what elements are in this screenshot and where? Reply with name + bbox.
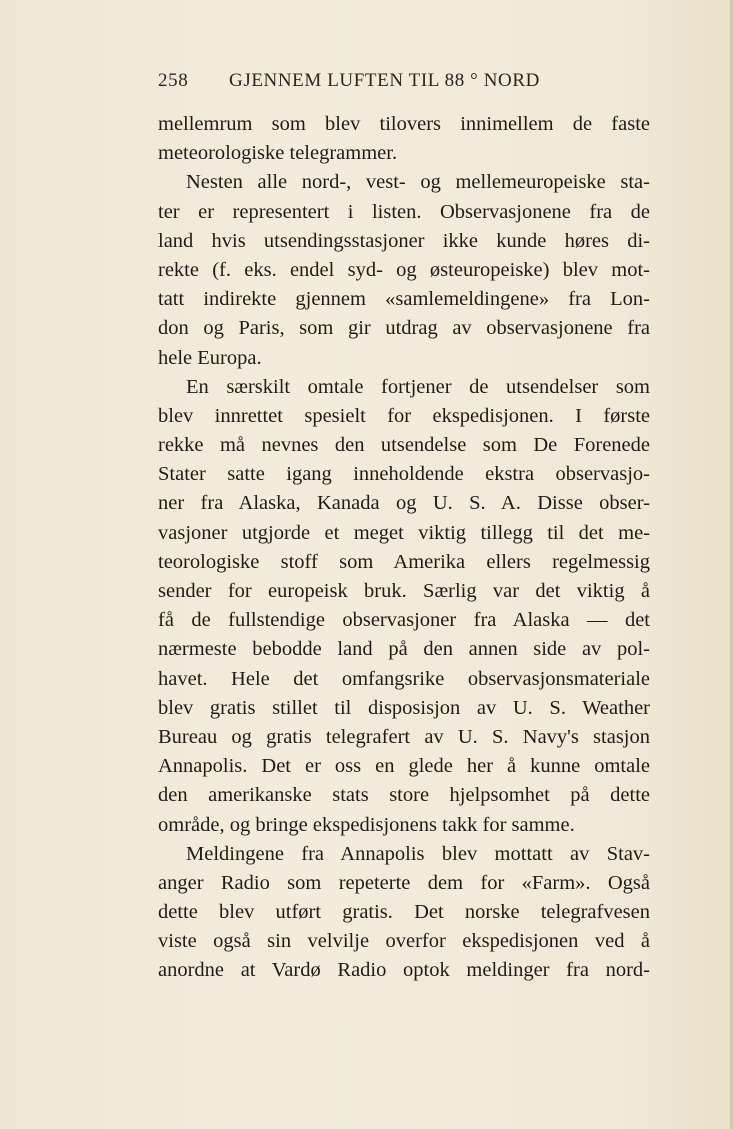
text-line: tatt indirekte gjennem «samlemeldingene» fra Lon- bbox=[158, 288, 650, 311]
text-line: havet. Hele det omfangsrike observasjonsmateriale bbox=[158, 667, 650, 690]
text-line: Stater satte igang inneholdende ekstra observasjo- bbox=[158, 463, 650, 486]
text-line: område, og bringe ekspedisjonens takk for samme. bbox=[158, 813, 575, 836]
text-line: En særskilt omtale fortjener de utsendelser som bbox=[186, 375, 650, 398]
text-line: få de fullstendige observasjoner fra Alaska — det bbox=[158, 609, 650, 632]
text-line: don og Paris, som gir utdrag av observasjonene fra bbox=[158, 317, 650, 340]
text-line: meteorologiske telegrammer. bbox=[158, 142, 398, 165]
text-line: Annapolis. Det er oss en glede her å kunne omtale bbox=[158, 755, 650, 778]
running-head bbox=[158, 70, 658, 96]
text-line: anordne at Vardø Radio optok meldinger fra nord- bbox=[158, 959, 650, 982]
body-text bbox=[158, 110, 650, 982]
text-line: mellemrum som blev tilovers innimellem de faste bbox=[158, 113, 650, 135]
running-title: GJENNEM LUFTEN TIL 88 ° NORD bbox=[229, 70, 540, 91]
text-line: Nesten alle nord-, vest- og mellemeuropeiske sta- bbox=[186, 171, 650, 194]
text-line: blev gratis stillet til disposisjon av U. S. Weather bbox=[158, 696, 650, 719]
text-line: ter er representert i listen. Observasjonene fra de bbox=[158, 200, 650, 223]
text-line: anger Radio som repeterte dem for «Farm». Også bbox=[158, 871, 650, 894]
text-line: land hvis utsendingsstasjoner ikke kunde høres di- bbox=[158, 229, 650, 252]
text-line: dette blev utført gratis. Det norske telegrafvesen bbox=[158, 901, 650, 924]
text-line: nærmeste bebodde land på den annen side av pol- bbox=[158, 638, 650, 661]
page-number: 258 bbox=[158, 70, 189, 91]
text-line: blev innrettet spesielt for ekspedisjonen. I første bbox=[158, 404, 650, 427]
text-line: den amerikanske stats store hjelpsomhet på dette bbox=[158, 784, 650, 807]
text-line: ner fra Alaska, Kanada og U. S. A. Disse obser- bbox=[158, 492, 650, 515]
text-line: Meldingene fra Annapolis blev mottatt av Stav- bbox=[186, 842, 650, 865]
text-line: teorologiske stoff som Amerika ellers regelmessig bbox=[158, 550, 650, 573]
text-line: rekke må nevnes den utsendelse som De Forenede bbox=[158, 434, 650, 457]
text-line: rekte (f. eks. endel syd- og østeuropeiske) blev mot- bbox=[158, 258, 650, 281]
text-line: vasjoner utgjorde et meget viktig tillegg til det me- bbox=[158, 521, 650, 544]
text-line: viste også sin velvilje overfor ekspedisjonen ved å bbox=[158, 930, 650, 953]
text-line: hele Europa. bbox=[158, 346, 262, 369]
text-line: Bureau og gratis telegrafert av U. S. Navy's stasjon bbox=[158, 725, 650, 748]
text-line: sender for europeisk bruk. Særlig var det viktig å bbox=[158, 580, 650, 602]
